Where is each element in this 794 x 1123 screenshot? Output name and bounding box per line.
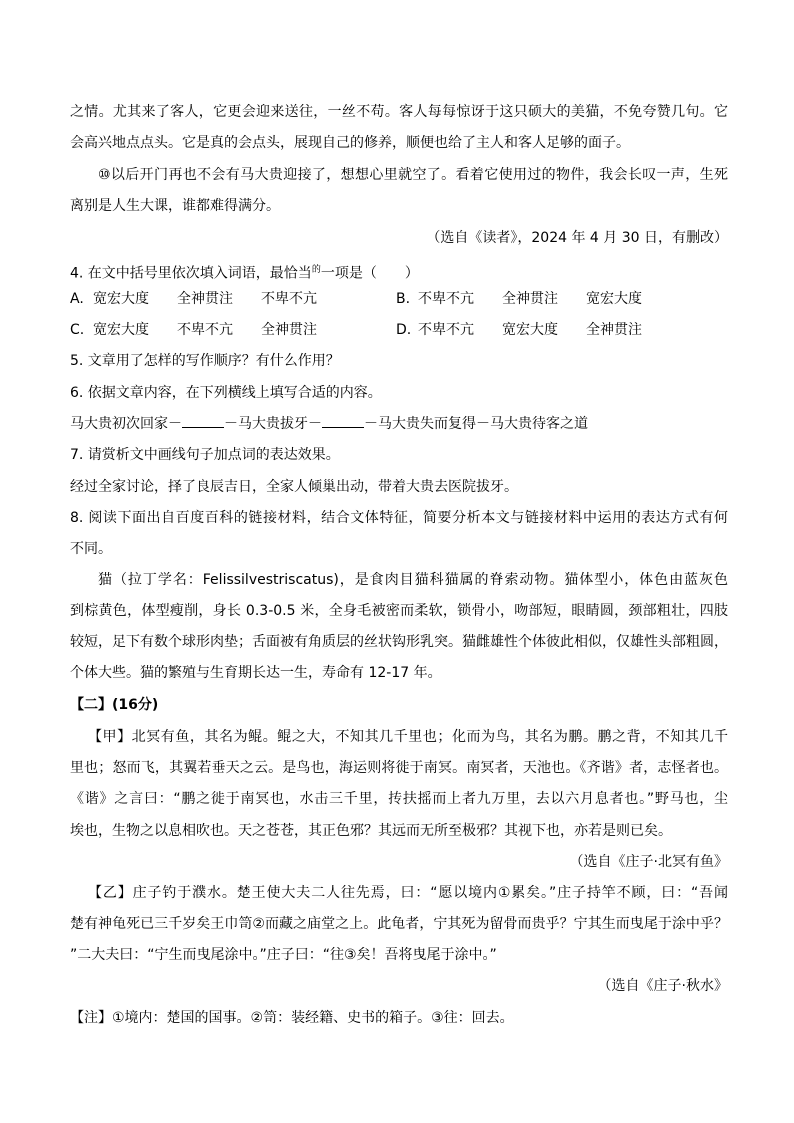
question-stem: 不同。 (70, 541, 112, 557)
jia-line: 《谐》之言曰：“鹏之徙于南冥也，水击三千里，抟扶摇而上者九万里，去以六月息者也。”野马也，尘 (70, 791, 728, 807)
option-word: 全神贯注 (261, 322, 317, 338)
option-word: 不卑不亢 (418, 291, 474, 307)
paragraph-line: 之情。尤其来了客人，它更会迎来送往，一丝不苟。客人每每惊讶于这只硕大的美猫，不免夸赞几句。它 (70, 104, 728, 120)
quoted-sentence: 经过全家讨论，择了良辰吉日，全家人倾巢出动，带着大贵去医院拔牙。 (70, 479, 518, 495)
stem-sup: 的 (311, 265, 321, 275)
option-letter: B. (396, 291, 411, 307)
material-line: 个体大些。猫的繁殖与生育期长达一生，寿命有 12-17 年。 (70, 665, 442, 681)
fill-blank[interactable] (322, 414, 364, 428)
option-word: 全神贯注 (177, 291, 233, 307)
option-word: 宽宏大度 (502, 322, 558, 338)
option-letter: D. (396, 322, 412, 338)
annotation-note: 【注】①境内：楚国的国事。②笥：装经籍、史书的箱子。③往：回去。 (70, 1010, 514, 1026)
yi-line: 楚有神龟死已三千岁矣王巾笥②而藏之庙堂之上。此龟者，宁其死为留骨而贵乎？宁其生而曳尾于涂中乎？ (70, 916, 728, 932)
option-word: 宽宏大度 (586, 291, 642, 307)
fill-blank[interactable] (182, 414, 224, 428)
sequence-line (70, 414, 728, 434)
material-line: 较短，足下有数个球形肉垫；舌面被有角质层的丝状钩形乳突。猫雌雄性个体彼此相似，仅雄性头部粗圆， (70, 634, 728, 650)
paragraph-line: 会高兴地点点头。它是真的会点头，展现自己的修养，顺便也给了主人和客人足够的面子。 (70, 135, 630, 151)
sequence-text: －马大贵失而复得－马大贵待客之道 (364, 416, 588, 432)
option-word: 不卑不亢 (177, 322, 233, 338)
paragraph-line: 离别是人生大课，谁都难得满分。 (70, 198, 280, 214)
option-word: 全神贯注 (502, 291, 558, 307)
question-stem: 6. 依据文章内容，在下列横线上填写合适的内容。 (70, 385, 382, 401)
sequence-text: 马大贵初次回家－ (70, 416, 182, 432)
option-letter: C. (70, 322, 85, 338)
paragraph-line: ⑩以后开门再也不会有马大贵迎接了，想想心里就空了。看着它使用过的物件，我会长叹一声，生死 (98, 167, 728, 183)
option-word: 不卑不亢 (418, 322, 474, 338)
jia-source: （选自《庄子·北冥有鱼》 (569, 854, 728, 870)
jia-line: 埃也，生物之以息相吹也。天之苍苍，其正色邪？其远而无所至极邪？其视下也，亦若是则已矣。 (70, 823, 672, 839)
question-stem: 7. 请赏析文中画线句子加点词的表达效果。 (70, 447, 340, 463)
question-stem (70, 260, 728, 284)
question-5: 5. 文章用了怎样的写作顺序？有什么作用？ (70, 353, 340, 369)
section-heading: 【二】(16分) (70, 697, 159, 713)
jia-line: 【甲】北冥有鱼，其名为鲲。鲲之大，不知其几千里也；化而为鸟，其名为鹏。鹏之背，不知其几千 (88, 729, 728, 745)
material-line: 猫（拉丁学名：Felissilvestriscatus)，是食肉目猫科猫属的脊索动物。猫体型小，体色由蓝灰色 (98, 572, 728, 588)
option-word: 全神贯注 (586, 322, 642, 338)
option-word: 不卑不亢 (261, 291, 317, 307)
stem-text: 一项是（ ） (320, 265, 419, 282)
option-word: 宽宏大度 (93, 291, 149, 307)
yi-line: 【乙】庄子钓于濮水。楚王使大夫二人往先焉，曰：“愿以境内①累矣。”庄子持竿不顾，曰：“吾闻 (88, 885, 728, 901)
option-word: 宽宏大度 (93, 322, 149, 338)
sequence-text: －马大贵拔牙－ (224, 416, 322, 432)
yi-source: （选自《庄子·秋水》 (597, 978, 728, 994)
stem-text: 4. 在文中括号里依次填入词语，最恰当 (70, 265, 312, 282)
question-stem: 8. 阅读下面出自百度百科的链接材料，结合文体特征，简要分析本文与链接材料中运用的表达方式有何 (70, 510, 728, 526)
yi-line: ”二大夫曰：“宁生而曳尾涂中。”庄子曰：“往③矣！吾将曳尾于涂中。” (70, 947, 497, 963)
option-letter: A. (70, 291, 84, 307)
jia-line: 里也；怒而飞，其翼若垂天之云。是鸟也，海运则将徙于南冥。南冥者，天池也。《齐谐》者，志怪者也。 (70, 760, 728, 776)
passage-source: （选自《读者》，2024 年 4 月 30 日，有删改） (426, 230, 728, 246)
material-line: 到棕黄色，体型瘦削，身长 0.3-0.5 米，全身毛被密而柔软，锁骨小，吻部短，眼睛圆，颈部粗壮，四肢 (70, 603, 728, 619)
